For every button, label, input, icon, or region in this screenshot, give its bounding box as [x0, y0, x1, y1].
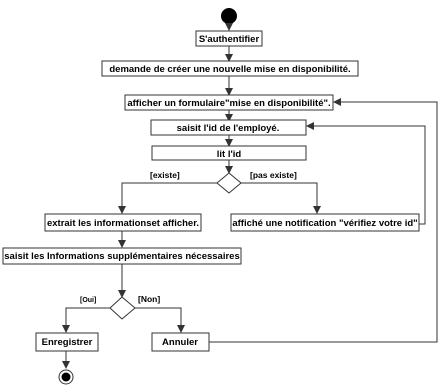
action-enter-more: [3, 248, 241, 264]
svg-text:extrait les informationset aff: extrait les informationset afficher.: [46, 218, 200, 229]
svg-text:S'authentifier: S'authentifier: [198, 34, 260, 45]
decision-confirm: [110, 297, 135, 319]
action-notify: [231, 214, 419, 231]
action-login: [196, 31, 262, 46]
action-read-id: [152, 146, 306, 160]
guard-no: [Non]: [138, 294, 161, 304]
svg-text:Enregistrer: Enregistrer: [41, 337, 93, 348]
edge-notify-loop: [307, 126, 425, 224]
svg-text:demande de créer une nouvelle: demande de créer une nouvelle mise en disponibilité.: [109, 64, 351, 75]
action-save: [36, 333, 98, 351]
svg-text:saisit l'id de l'employé.: saisit l'id de l'employé.: [176, 123, 280, 134]
action-extract: [45, 214, 201, 231]
guard-not-exists: [pas existe]: [250, 170, 297, 180]
guard-exists: [existe]: [150, 170, 180, 180]
edge-decision-save: [66, 308, 110, 332]
edge-decision-cancel: [135, 308, 181, 332]
svg-text:afficher un formulaire"mise en: afficher un formulaire"mise en disponibilité".: [127, 98, 331, 109]
svg-text:lit l'id: lit l'id: [216, 149, 242, 160]
decision-id-exists: [217, 173, 241, 193]
svg-text:saisit les Informations supplé: saisit les Informations supplémentaires nécessaires: [4, 251, 240, 262]
initial-node: [221, 8, 237, 24]
action-show-form: [125, 95, 333, 110]
svg-text:Annuler: Annuler: [162, 337, 198, 348]
final-node: [59, 370, 73, 384]
action-cancel: [152, 333, 209, 351]
edge-decision-extract: [122, 183, 217, 213]
svg-text:affiché une notification "véri: affiché une notification "vérifiez votre id": [232, 218, 418, 229]
edge-decision-notify: [241, 183, 317, 213]
action-enter-id: [151, 120, 306, 135]
guard-yes: [Oui]: [80, 297, 97, 304]
action-request: [102, 61, 358, 76]
